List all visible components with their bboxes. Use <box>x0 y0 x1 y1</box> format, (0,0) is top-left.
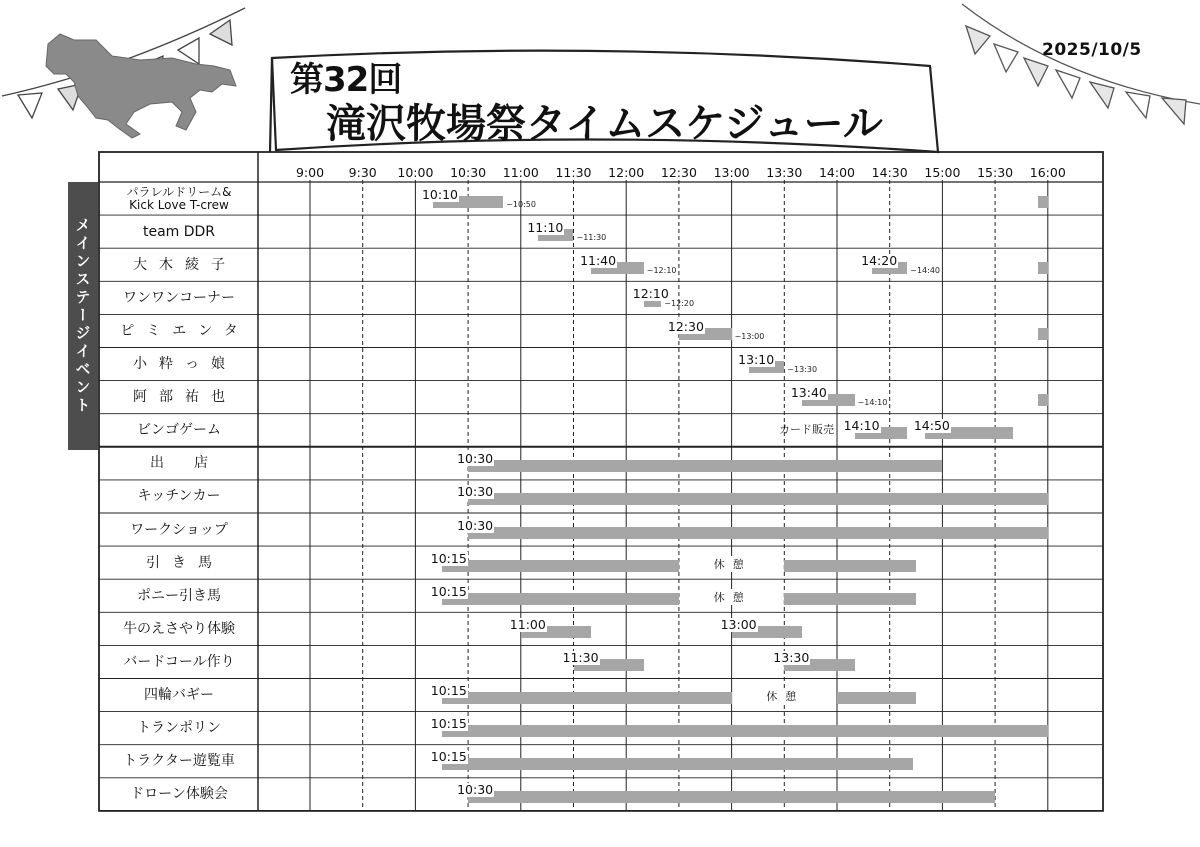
row-label: 大木綾子 <box>133 256 237 273</box>
time-tick: 12:00 <box>608 165 645 180</box>
row-label: ワンワンコーナー <box>123 289 235 306</box>
end-time-label: ~10:50 <box>506 199 536 209</box>
start-time-label: 14:10 <box>843 418 880 434</box>
start-time-label: 13:30 <box>773 649 810 665</box>
schedule-bar <box>442 593 679 605</box>
main-stage-label-text: メインステージイベント <box>73 217 92 415</box>
end-time-label: ~11:30 <box>576 232 607 242</box>
time-tick: 11:00 <box>502 165 539 180</box>
schedule-bar <box>784 593 916 605</box>
schedule-bar <box>468 460 942 472</box>
row-label: ワークショップ <box>130 521 228 538</box>
grid-frame <box>99 152 1103 811</box>
event-date: 2025/10/5 <box>1042 40 1142 60</box>
start-time-label: 13:00 <box>720 616 757 632</box>
row-label: team DDR <box>142 223 216 240</box>
start-time-label: 10:15 <box>430 583 467 599</box>
page-title: 滝沢牧場祭タイムスケジュール <box>326 101 883 147</box>
schedule-bar <box>442 758 913 770</box>
time-tick: 11:30 <box>555 165 592 180</box>
start-time-label: 12:10 <box>632 285 669 301</box>
row-label: 牛のえさやり体験 <box>123 620 235 637</box>
start-time-label: 10:15 <box>430 749 467 765</box>
row-label: ポニー引き馬 <box>137 587 221 604</box>
time-tick: 9:00 <box>295 165 325 180</box>
schedule-bar <box>442 560 679 572</box>
start-time-label: 10:30 <box>457 782 494 798</box>
time-tick: 13:00 <box>713 165 750 180</box>
schedule-bar <box>837 692 916 704</box>
time-tick: 15:30 <box>977 165 1014 180</box>
start-time-label: 10:15 <box>430 716 467 732</box>
start-time-label: 10:30 <box>457 484 494 500</box>
title-edition: 第32回 <box>290 60 402 100</box>
end-time-label: ~14:10 <box>857 398 888 408</box>
break-label: 休憩 <box>713 590 752 604</box>
time-tick: 13:30 <box>766 165 803 180</box>
start-time-label: 12:30 <box>667 318 704 334</box>
row-label: 小粋っ娘 <box>133 356 237 373</box>
row-label: ピミエンタ <box>120 322 250 339</box>
schedule-bar <box>1038 328 1048 340</box>
schedule-bar <box>442 725 1048 737</box>
schedule-bar <box>1038 196 1048 208</box>
break-label: 休憩 <box>766 690 805 704</box>
start-time-label: 10:30 <box>457 517 494 533</box>
row-label: ビンゴゲーム <box>137 422 221 439</box>
row-label: 出店 <box>150 455 238 472</box>
schedule-bar <box>784 560 916 572</box>
start-time-label: 11:00 <box>509 616 546 632</box>
schedule-bar <box>468 527 1048 539</box>
schedule-bar <box>442 692 732 704</box>
time-tick: 9:30 <box>348 165 377 180</box>
start-time-label: 10:30 <box>457 451 494 467</box>
time-tick: 16:00 <box>1029 165 1066 180</box>
schedule-bar <box>1038 262 1048 274</box>
row-label: バードコール作り <box>123 653 235 670</box>
start-time-label: 11:30 <box>562 649 599 665</box>
end-time-label: ~12:10 <box>646 265 677 275</box>
start-time-label: 10:15 <box>430 683 467 699</box>
start-time-label: 11:10 <box>527 219 564 235</box>
time-tick: 10:30 <box>450 165 487 180</box>
row-label: トランポリン <box>137 720 221 737</box>
row-label: パラレルドリーム& Kick Love T-crew <box>126 184 232 212</box>
schedule-bar <box>468 493 1048 505</box>
start-time-label: 11:40 <box>580 252 617 268</box>
start-time-label: 13:40 <box>790 385 827 401</box>
row-label: 引き馬 <box>146 554 224 571</box>
start-time-label: 14:50 <box>913 418 950 434</box>
start-time-label: 10:10 <box>421 186 458 202</box>
start-time-label: 13:10 <box>738 352 775 368</box>
break-label: 休憩 <box>713 557 752 571</box>
end-time-label: ~14:40 <box>910 265 941 275</box>
end-time-label: ~12:20 <box>664 298 695 308</box>
time-tick: 10:00 <box>397 165 434 180</box>
time-tick: 12:30 <box>660 165 697 180</box>
main-stage-side-label <box>68 182 98 450</box>
card-sale-label: カード販売 <box>779 423 834 437</box>
schedule-bar <box>468 791 995 803</box>
row-label: ドローン体験会 <box>130 786 228 803</box>
row-label: キッチンカー <box>137 488 221 505</box>
row-label: 四輪バギー <box>144 687 214 704</box>
time-tick: 15:00 <box>924 165 961 180</box>
schedule-bar <box>1038 394 1048 406</box>
time-tick: 14:30 <box>871 165 908 180</box>
end-time-label: ~13:00 <box>734 331 765 341</box>
row-label: トラクター遊覧車 <box>123 753 235 770</box>
start-time-label: 10:15 <box>430 550 467 566</box>
end-time-label: ~13:30 <box>787 365 818 375</box>
row-label: 阿部祐也 <box>133 389 237 406</box>
start-time-label: 14:20 <box>861 252 898 268</box>
time-tick: 14:00 <box>818 165 856 180</box>
